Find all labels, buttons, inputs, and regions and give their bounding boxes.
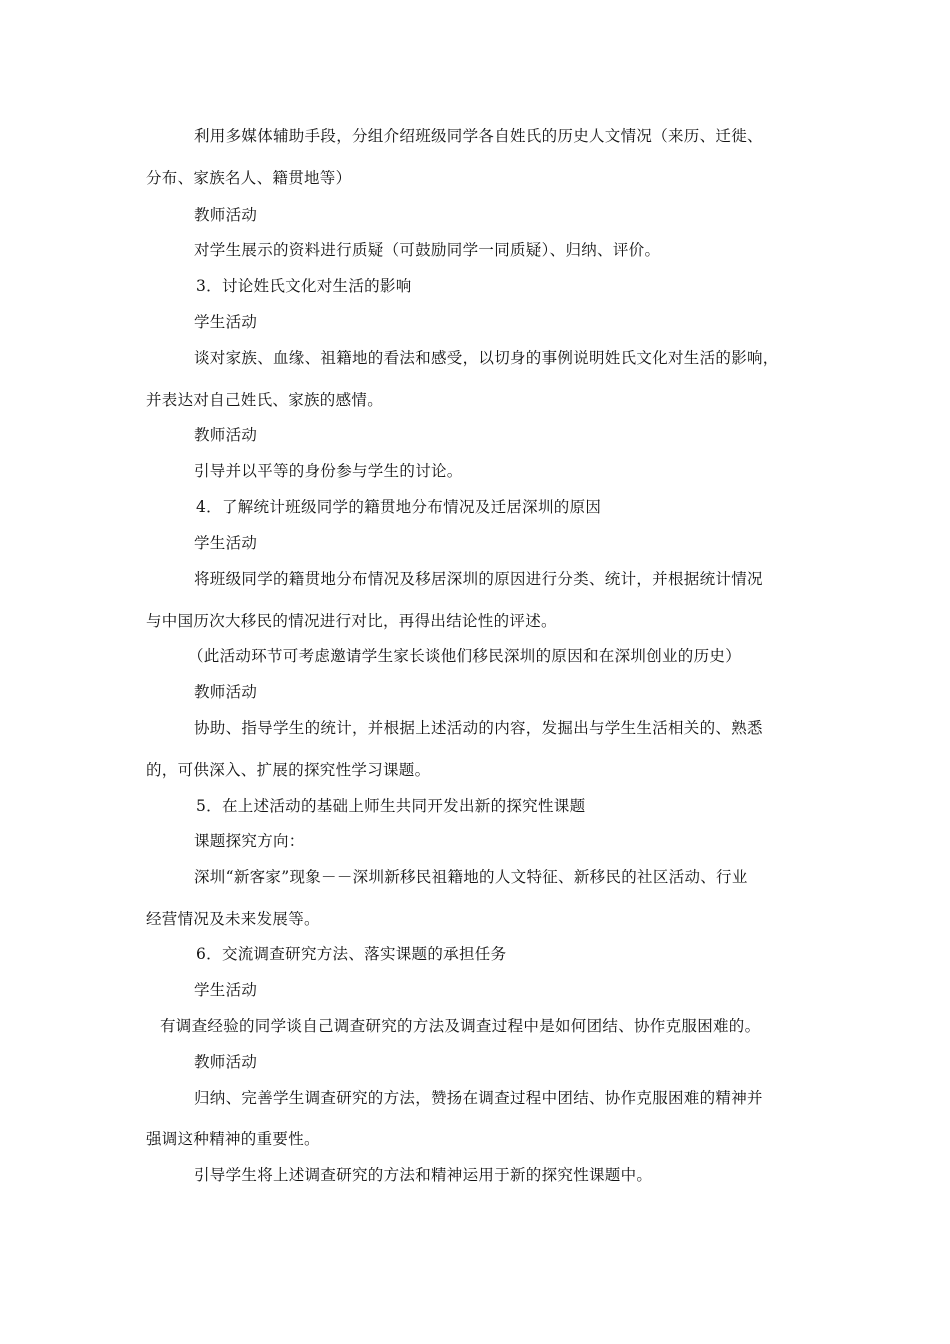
paragraph-line: 引导并以平等的身份参与学生的讨论。 (194, 462, 463, 480)
section-label: 教师活动 (194, 1053, 258, 1071)
paragraph-line: 的，可供深入、扩展的探究性学习课题。 (146, 761, 431, 779)
paragraph-line: 引导学生将上述调查研究的方法和精神运用于新的探究性课题中。 (194, 1166, 653, 1184)
paragraph-line: 与中国历次大移民的情况进行对比，再得出结论性的评述。 (146, 612, 557, 630)
section-label: 教师活动 (194, 206, 258, 224)
paragraph-line: 经营情况及未来发展等。 (146, 910, 320, 928)
paragraph-line: 有调查经验的同学谈自己调查研究的方法及调查过程中是如何团结、协作克服困难的。 (160, 1017, 761, 1035)
numbered-heading: 4．了解统计班级同学的籍贯地分布情况及迁居深圳的原因 (196, 498, 602, 516)
numbered-heading: 5．在上述活动的基础上师生共同开发出新的探究性课题 (196, 797, 586, 815)
paragraph-line: 谈对家族、血缘、祖籍地的看法和感受，以切身的事例说明姓氏文化对生活的影响， (194, 349, 779, 367)
section-label: 教师活动 (194, 683, 258, 701)
paragraph-line: 归纳、完善学生调查研究的方法，赞扬在调查过程中团结、协作克服困难的精神并 (194, 1089, 763, 1107)
section-label: 学生活动 (194, 981, 258, 999)
paragraph-line: 对学生展示的资料进行质疑（可鼓励同学一同质疑）、归纳、评价。 (194, 241, 661, 259)
paragraph-line: 并表达对自己姓氏、家族的感情。 (146, 391, 384, 409)
paragraph-line: 深圳“新客家”现象－－深圳新移民祖籍地的人文特征、新移民的社区活动、行业 (194, 868, 748, 886)
section-label: 教师活动 (194, 426, 258, 444)
numbered-heading: 6．交流调查研究方法、落实课题的承担任务 (196, 945, 507, 963)
numbered-heading: 3．讨论姓氏文化对生活的影响 (196, 277, 412, 295)
paragraph-line: 利用多媒体辅助手段，分组介绍班级同学各自姓氏的历史人文情况（来历、迁徙、 (194, 127, 763, 145)
paragraph-line: 分布、家族名人、籍贯地等） (146, 169, 352, 187)
paragraph-line: 将班级同学的籍贯地分布情况及移居深圳的原因进行分类、统计，并根据统计情况 (194, 570, 763, 588)
paragraph-line: 强调这种精神的重要性。 (146, 1130, 320, 1148)
section-label: 课题探究方向： (194, 832, 305, 850)
section-label: 学生活动 (194, 313, 258, 331)
section-label: 学生活动 (194, 534, 258, 552)
paragraph-line: （此活动环节可考虑邀请学生家长谈他们移民深圳的原因和在深圳创业的历史） (188, 647, 742, 665)
paragraph-line: 协助、指导学生的统计，并根据上述活动的内容，发掘出与学生生活相关的、熟悉 (194, 719, 763, 737)
